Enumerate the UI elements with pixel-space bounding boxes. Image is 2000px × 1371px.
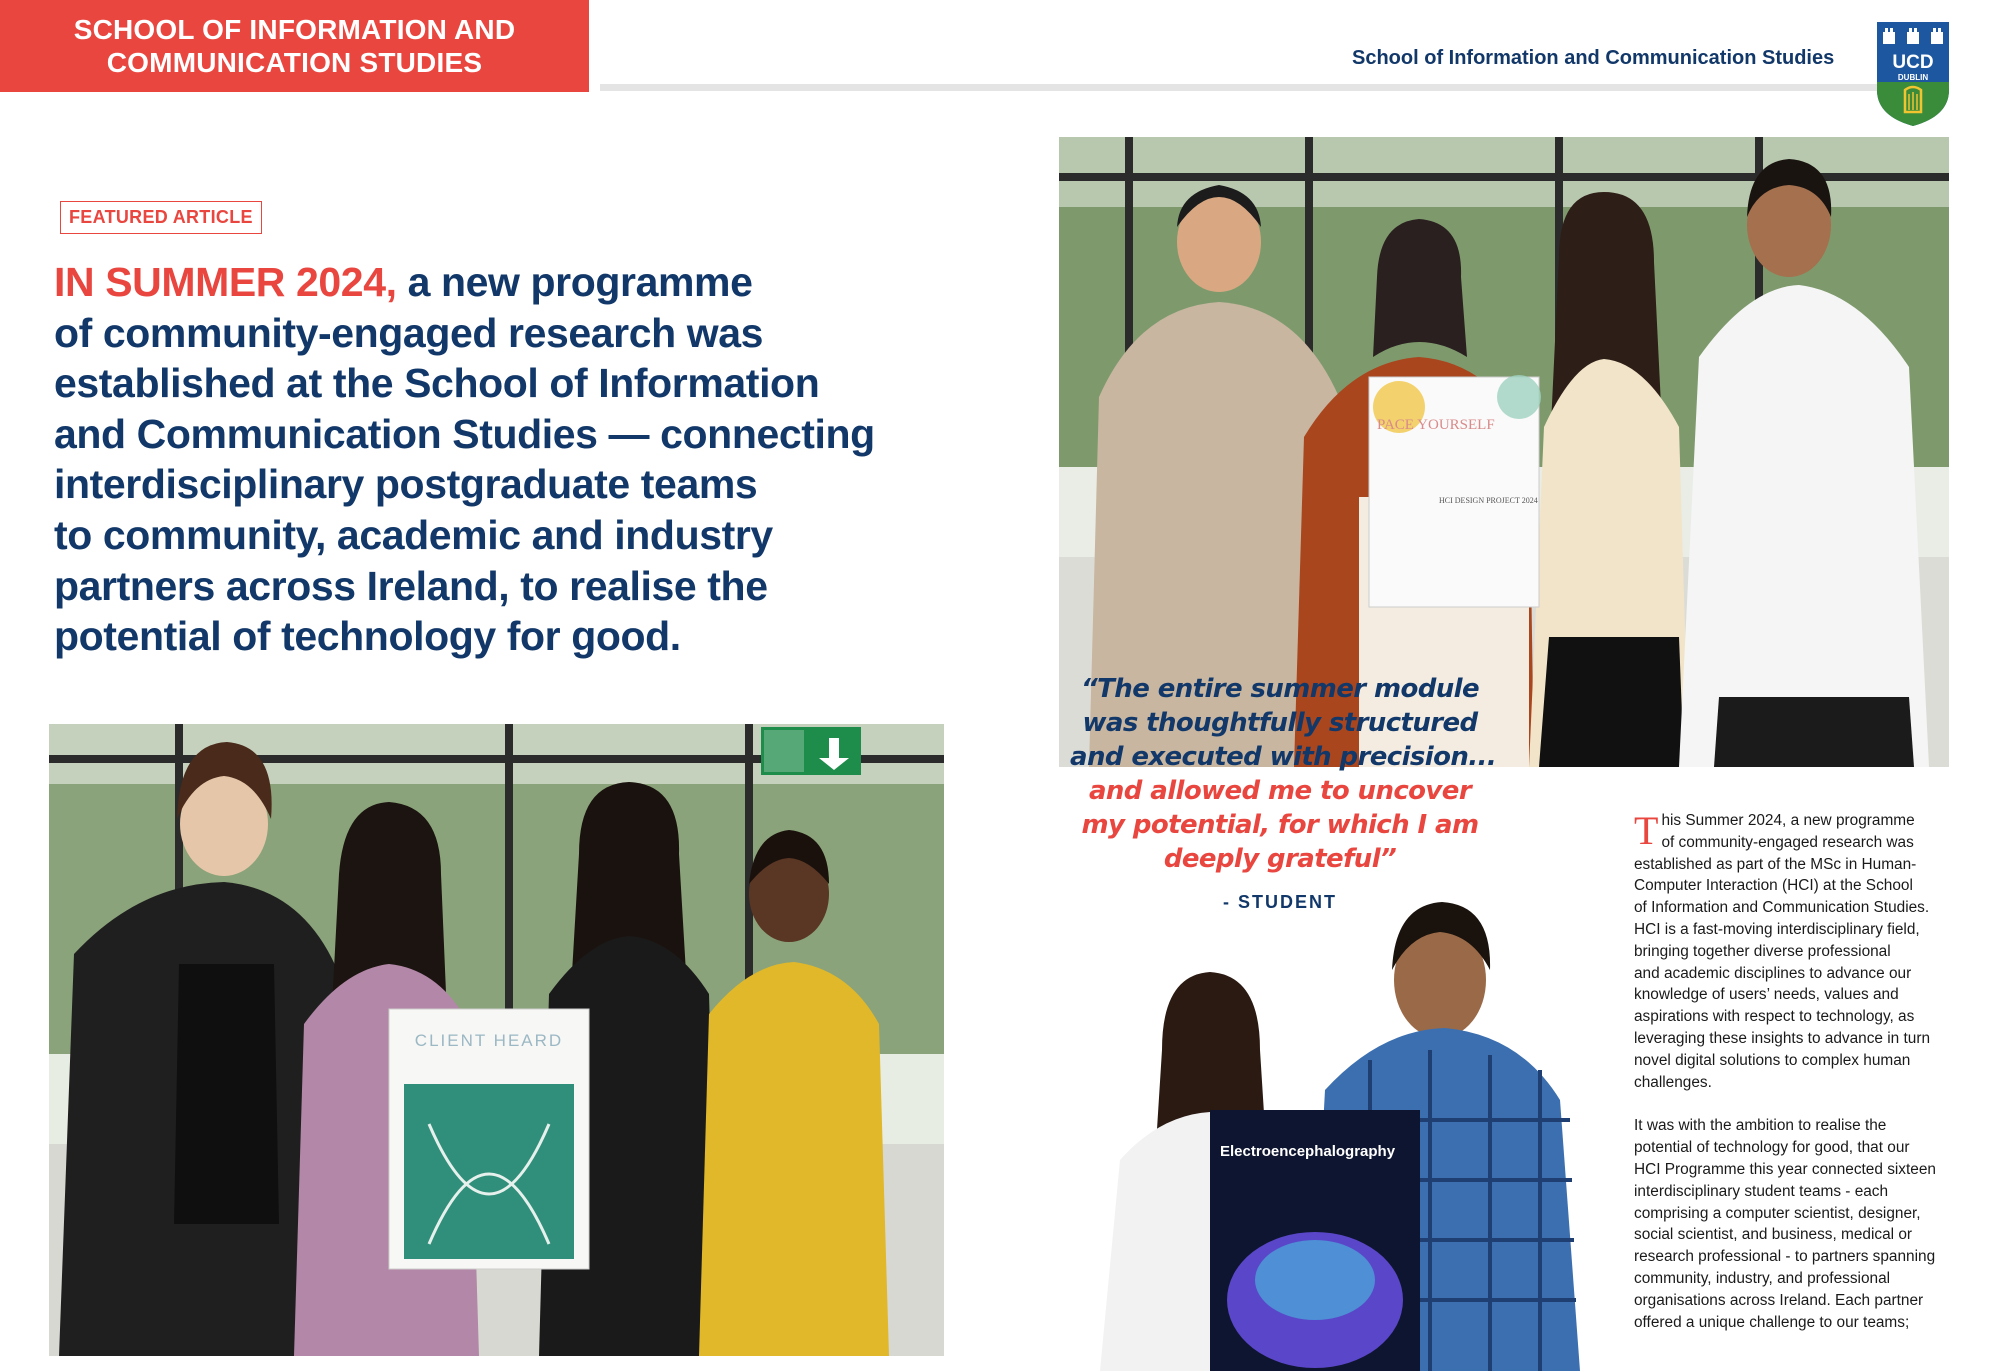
body-p1-line: established as part of the MSc in Human- — [1634, 855, 1917, 873]
body-p1-line: of community-engaged research was — [1661, 833, 1914, 851]
body-p2-line: research professional - to partners spanning — [1634, 1248, 1936, 1266]
lead-highlight: IN SUMMER 2024, — [54, 259, 397, 305]
body-p2-line: HCI Programme this year connected sixteen — [1634, 1160, 1936, 1178]
body-p2-line: comprising a computer scientist, designer, — [1634, 1204, 1921, 1222]
photo-team-eeg — [1100, 860, 1580, 1371]
header-rule — [600, 84, 1880, 91]
body-text — [1634, 810, 1964, 1355]
quote-line-2: was thoughtfully structured — [1082, 708, 1478, 738]
body-paragraph-1 — [1634, 810, 1964, 1093]
body-p2-line: organisations across Ireland. Each partner — [1634, 1291, 1924, 1309]
body-p1-line: novel digital solutions to complex human — [1634, 1051, 1911, 1069]
section-tag — [0, 0, 589, 92]
lead-line-2: of community-engaged research was — [54, 309, 764, 356]
body-paragraph-2 — [1634, 1115, 1964, 1333]
body-p2-line: potential of technology for good, that our — [1634, 1139, 1910, 1157]
drop-cap: T — [1634, 808, 1659, 853]
body-p1-line: knowledge of users’ needs, values and — [1634, 986, 1899, 1004]
lead-paragraph — [54, 257, 875, 662]
quote-attribution: - STUDENT — [1223, 892, 1337, 912]
lead-line-8: potential of technology for good. — [54, 613, 681, 660]
body-p2-line: offered a unique challenge to our teams; — [1634, 1313, 1910, 1331]
lead-line-6: to community, academic and industry — [54, 511, 773, 558]
body-p2-line: It was with the ambition to realise the — [1634, 1117, 1887, 1135]
lead-line-1 — [54, 257, 854, 308]
poster-pace-title: PACE YOURSELF — [1377, 417, 1495, 433]
quote-line-3: and executed with precision... — [1070, 742, 1497, 772]
body-p2-line: community, industry, and professional — [1634, 1269, 1891, 1287]
body-p1-line: and academic disciplines to advance our — [1634, 964, 1912, 982]
lead-line-5: interdisciplinary postgraduate teams — [54, 461, 758, 508]
body-p1-line: HCI is a fast-moving interdisciplinary field, — [1634, 920, 1920, 938]
photo-team-client-heard — [49, 724, 944, 1356]
poster-client-heard-title: CLIENT HEARD — [414, 1031, 564, 1050]
logo-text-ucd: UCD — [1892, 52, 1934, 73]
body-p2-line: interdisciplinary student teams - each — [1634, 1182, 1889, 1200]
poster-eeg-title: Electroencephalography — [1220, 1143, 1396, 1160]
quote-line-1: “The entire summer module — [1081, 674, 1479, 704]
ucd-crest-logo — [1875, 20, 1951, 128]
section-tag-line-1: SCHOOL OF INFORMATION AND — [73, 14, 516, 45]
body-p1-line: of Information and Communication Studies. — [1634, 899, 1930, 917]
pull-quote — [1070, 672, 1497, 876]
quote-line-4: and allowed me to uncover — [1088, 776, 1472, 806]
quote-line-5: my potential, for which I am — [1081, 810, 1479, 840]
body-p1-line: Computer Interaction (HCI) at the School — [1634, 877, 1913, 895]
body-p1-line: his Summer 2024, a new programme — [1661, 812, 1915, 829]
body-p1-line: leveraging these insights to advance in turn — [1634, 1029, 1931, 1047]
body-p1-line: aspirations with respect to technology, as — [1634, 1008, 1915, 1026]
lead-line-4: and Communication Studies — connecting — [54, 410, 875, 457]
section-tag-line-2: COMMUNICATION STUDIES — [106, 47, 483, 78]
featured-article-label: FEATURED ARTICLE — [60, 201, 262, 234]
poster-pace-subtitle: HCI DESIGN PROJECT 2024 — [1439, 496, 1538, 505]
body-p1-line: bringing together diverse professional — [1634, 942, 1891, 960]
lead-line-3: established at the School of Information — [54, 360, 820, 407]
lead-line-1-text: a new programme — [396, 259, 753, 305]
body-p1-line: challenges. — [1634, 1073, 1712, 1091]
quote-line-6: deeply grateful” — [1163, 844, 1397, 874]
body-p2-line: social scientist, and business, medical or — [1634, 1226, 1913, 1244]
lead-line-7: partners across Ireland, to realise the — [54, 562, 768, 609]
header-title: School of Information and Communication Studies — [1352, 47, 1835, 69]
logo-text-dublin: DUBLIN — [1897, 73, 1929, 82]
